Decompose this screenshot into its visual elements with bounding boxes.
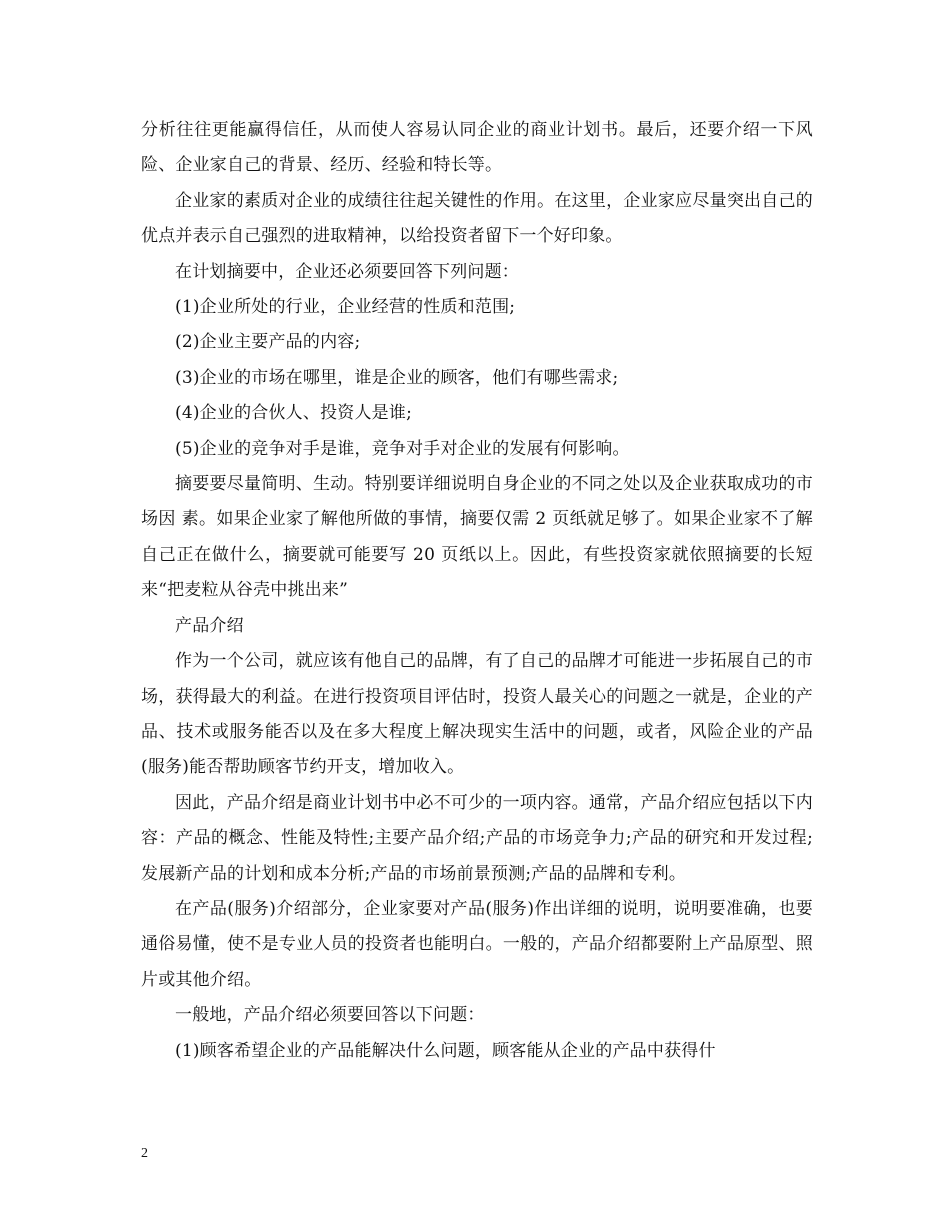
paragraph-product-description: 在产品(服务)介绍部分，企业家要对产品(服务)作出详细的说明，说明要准确，也要通俗易懂，使不是专业人员的投资者也能明白。一般的，产品介绍都要附上产品原型、照片或其他介绍。	[141, 898, 813, 990]
paragraph-summary-concise: 摘要要尽量简明、生动。特别要详细说明自身企业的不同之处以及企业获取成功的市场因 素。如果企业家了解他所做的事情，摘要仅需 2 页纸就足够了。如果企业家不了解自己正在做什么，摘要就可能要写 20 页纸以上。因此，有些投资家就依照摘要的长短来“把麦粒从谷壳中挑出来”	[141, 474, 813, 601]
list-item: (5)企业的竞争对手是谁，竞争对手对企业的发展有何影响。	[175, 438, 630, 459]
document-body	[141, 113, 813, 1069]
paragraph-risk-background: 分析往往更能赢得信任，从而使人容易认同企业的商业计划书。最后，还要介绍一下风险、企业家自己的背景、经历、经验和特长等。	[141, 120, 813, 176]
list-item: (3)企业的市场在哪里，谁是企业的顾客，他们有哪些需求;	[175, 367, 619, 388]
list-item: (2)企业主要产品的内容;	[175, 332, 361, 353]
paragraph-summary-questions-intro: 在计划摘要中，企业还必须要回答下列问题：	[175, 261, 519, 282]
section-heading-product-intro: 产品介绍	[175, 615, 244, 636]
list-item: (1)顾客希望企业的产品能解决什么问题，顾客能从企业的产品中获得什	[175, 1040, 716, 1061]
paragraph-product-contents: 因此，产品介绍是商业计划书中必不可少的一项内容。通常，产品介绍应包括以下内容：产品的概念、性能及特性;主要产品介绍;产品的市场竞争力;产品的研究和开发过程;发展新产品的计划和成本分析;产品的市场前景预测;产品的品牌和专利。	[141, 792, 813, 884]
paragraph-entrepreneur-quality: 企业家的素质对企业的成绩往往起关键性的作用。在这里，企业家应尽量突出自己的优点并表示自己强烈的进取精神，以给投资者留下一个好印象。	[141, 190, 813, 247]
page-number: 2	[141, 1146, 148, 1161]
paragraph-brand: 作为一个公司，就应该有他自己的品牌，有了自己的品牌才可能进一步拓展自己的市场，获得最大的利益。在进行投资项目评估时，投资人最关心的问题之一就是，企业的产品、技术或服务能否以及在多大程度上解决现实生活中的问题，或者，风险企业的产品(服务)能否帮助顾客节约开支，增加收入。	[141, 651, 813, 778]
list-item: (1)企业所处的行业，企业经营的性质和范围;	[175, 297, 516, 318]
list-item: (4)企业的合伙人、投资人是谁;	[175, 403, 413, 424]
paragraph-product-questions-intro: 一般地，产品介绍必须要回答以下问题：	[175, 1005, 485, 1026]
